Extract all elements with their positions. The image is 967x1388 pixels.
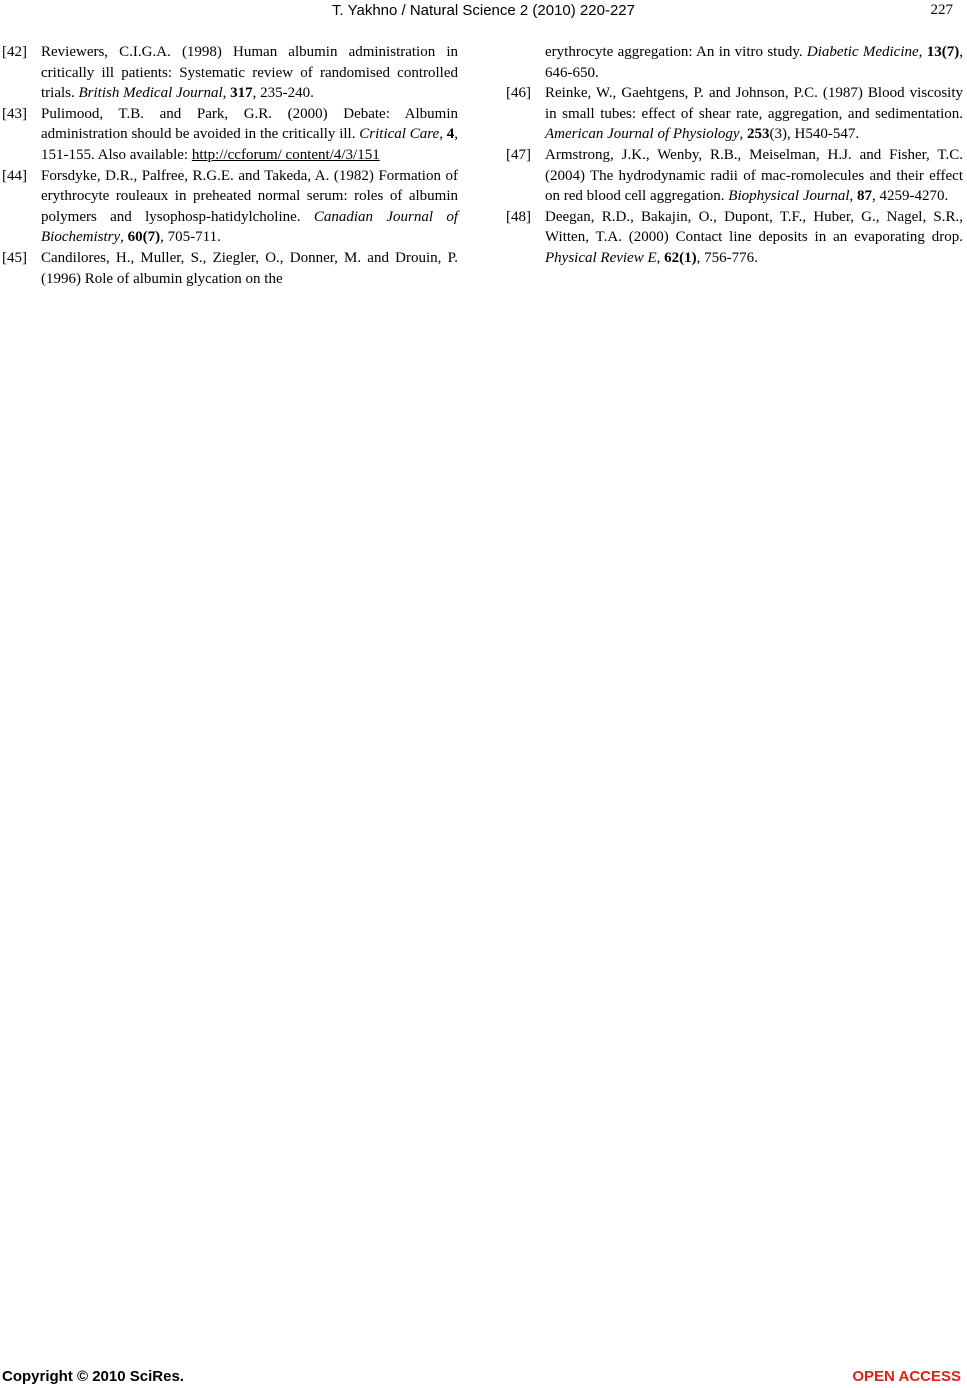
reference-number: [47] — [506, 146, 531, 163]
reference-item — [2, 42, 458, 104]
reference-authors-title: Reviewers, C.I.G.A. (1998) Human albumin administration in critically ill patients: Systematic review of randomised controlled trials. — [41, 44, 458, 102]
reference-item — [2, 104, 458, 166]
reference-number: [42] — [2, 44, 27, 60]
journal-name: Critical Care — [359, 126, 440, 143]
reference-text — [41, 42, 458, 104]
pages: , 756-776. — [696, 249, 758, 266]
pages: , 4259-4270. — [872, 188, 949, 205]
separator: , — [222, 85, 231, 102]
reference-text: Candilores, H., Muller, S., Ziegler, O., Donner, M. and Drouin, P. (1996) Role of albumin glycation on the — [41, 249, 458, 287]
pages: , 705-711. — [160, 229, 221, 246]
journal-name: American Journal of Physiology — [545, 126, 740, 143]
reference-authors-title: Reinke, W., Gaehtgens, P. and Johnson, P.C. (1987) Blood viscosity in small tubes: effect of shear rate, aggregation, and sedimentation. — [545, 85, 963, 122]
journal-volume: 317 — [230, 85, 253, 102]
reference-item — [506, 145, 963, 207]
reference-number: [45] — [2, 249, 27, 266]
journal-name: Canadian Journal of Biochemistry — [41, 208, 458, 246]
journal-volume: 87 — [857, 188, 873, 205]
journal-name: Diabetic Medicine — [806, 44, 919, 60]
pages: , 235-240. — [252, 85, 314, 102]
reference-item — [506, 83, 963, 145]
reference-number: [44] — [2, 167, 27, 184]
separator: , — [739, 126, 748, 143]
reference-authors-title: Pulimood, T.B. and Park, G.R. (2000) Debate: Albumin administration should be avoided in the critically ill. — [41, 105, 458, 143]
journal-name: Physical Review E — [545, 249, 657, 266]
page-footer — [0, 1368, 967, 1388]
separator: , — [120, 229, 128, 246]
pages: , 151-155. Also available: — [41, 126, 458, 163]
journal-volume: 60(7) — [127, 229, 161, 246]
reference-item — [2, 248, 458, 289]
reference-authors-title: Forsdyke, D.R., Palfree, R.G.E. and Takeda, A. (1982) Formation of erythrocyte rouleaux in preheated normal serum: roles of albumin polymers and lysophosp-hatidylcholine. — [41, 167, 458, 225]
open-access-label: OPEN ACCESS — [852, 1368, 961, 1385]
reference-text — [545, 145, 963, 207]
journal-name: British Medical Journal — [78, 85, 223, 102]
reference-link[interactable]: http://ccforum/ content/4/3/151 — [191, 146, 380, 163]
reference-authors-title: Armstrong, J.K., Wenby, R.B., Meiselman, H.J. and Fisher, T.C. (2004) The hydrodynamic radii of mac-romolecules and their effect on red blood cell aggregation. — [545, 146, 963, 205]
reference-text — [41, 166, 458, 248]
reference-number: [48] — [506, 208, 531, 225]
reference-text — [545, 207, 963, 269]
separator: , — [918, 44, 927, 60]
page-header — [0, 2, 967, 22]
pages: , 646-650. — [545, 44, 963, 81]
reference-continuation — [506, 42, 963, 83]
reference-text — [545, 83, 963, 145]
journal-volume: 13(7) — [926, 44, 960, 60]
references-left-column — [2, 42, 458, 289]
reference-number: [43] — [2, 105, 27, 122]
references-right-column — [506, 42, 963, 269]
pages: (3), H540-547. — [769, 126, 860, 143]
reference-number: [46] — [506, 85, 531, 102]
reference-title-continued: erythrocyte aggregation: An in vitro study. — [545, 44, 807, 60]
journal-name: Biophysical Journal — [728, 188, 850, 205]
separator: , — [656, 249, 665, 266]
journal-volume: 62(1) — [664, 249, 697, 266]
copyright-notice: Copyright © 2010 SciRes. — [2, 1368, 184, 1385]
reference-item — [506, 207, 963, 269]
reference-authors-title: Deegan, R.D., Bakajin, O., Dupont, T.F., Huber, G., Nagel, S.R., Witten, T.A. (2000) Contact line deposits in an evaporating drop. — [545, 208, 963, 246]
reference-text — [41, 104, 458, 166]
reference-item — [2, 166, 458, 248]
page-number: 227 — [930, 2, 953, 18]
running-title: T. Yakhno / Natural Science 2 (2010) 220-227 — [332, 2, 635, 19]
separator: , — [849, 188, 858, 205]
journal-volume: 4 — [446, 126, 455, 143]
journal-volume: 253 — [747, 126, 770, 143]
separator: , — [439, 126, 447, 143]
